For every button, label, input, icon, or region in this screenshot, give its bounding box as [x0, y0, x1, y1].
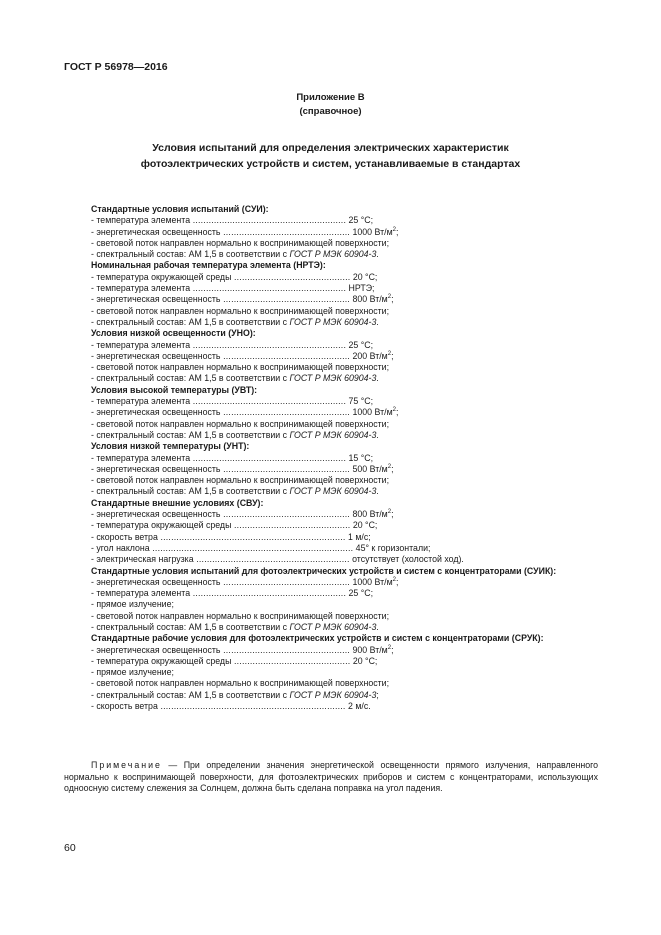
parameter-label: - угол наклона [91, 542, 150, 553]
spectrum-text: - спектральный состав: AM 1,5 в соответствии с [91, 621, 290, 632]
parameter-label: - энергетическая освещенность [91, 463, 221, 474]
condition-text: - световой поток направлен нормально к воспринимающей поверхности; [91, 678, 390, 689]
parameter-punctuation: ; [391, 644, 394, 655]
parameter-item [91, 543, 611, 554]
parameter-item [91, 453, 611, 464]
dot-leader: ................................................ [220, 226, 351, 237]
spectrum-suffix: . [376, 486, 379, 497]
dot-leader: ................................................ [220, 294, 351, 305]
parameter-value: 1000 Вт/м [350, 226, 393, 237]
spectrum-text: - спектральный состав: AM 1,5 в соответствии с [91, 316, 290, 327]
parameter-value: 75 °С; [346, 396, 374, 407]
parameter-item [91, 701, 611, 712]
dot-leader: ............................................ [231, 271, 351, 282]
dot-leader: .......................................................... [193, 554, 350, 565]
section-heading-text: Условия высокой температуры (УВТ): [91, 384, 258, 395]
appendix-subtitle: (справочное) [299, 106, 362, 117]
parameter-item [91, 294, 611, 305]
parameter-label: - скорость ветра [91, 531, 158, 542]
dot-leader: .......................................................... [190, 339, 347, 350]
unit-exponent: 2 [387, 350, 392, 357]
unit-exponent: 2 [392, 226, 396, 233]
dot-leader: ................................................ [220, 350, 351, 361]
parameter-label: - температура элемента [91, 339, 191, 350]
spectrum-suffix: ; [376, 689, 379, 700]
parameter-item [91, 464, 611, 475]
parameter-value: 800 Вт/м [350, 294, 388, 305]
standard-reference: ГОСТ Р МЭК 60904-3 [289, 689, 377, 700]
condition-text: - световой поток направлен нормально к воспринимающей поверхности; [91, 475, 390, 486]
parameter-item [91, 407, 611, 418]
parameter-value: 15 °С; [346, 452, 374, 463]
dot-leader: .......................................................... [190, 588, 347, 599]
parameter-value: отсутствует (холостой ход). [349, 554, 464, 565]
document-title-line-2: фотоэлектрических устройств и систем, устанавливаемые в стандартах [140, 158, 521, 170]
spectrum-suffix: . [376, 429, 379, 440]
parameter-label: - температура элемента [91, 452, 191, 463]
unit-exponent: 2 [392, 407, 396, 414]
standard-reference: ГОСТ Р МЭК 60904-3 [289, 373, 377, 384]
document-title-line-1: Условия испытаний для определения электрических характеристик [152, 142, 509, 154]
condition-item [91, 667, 611, 678]
dot-leader: .......................................................... [190, 215, 347, 226]
parameter-label: - температура окружающей среды [91, 655, 232, 666]
parameter-value: 2 м/с. [345, 701, 371, 712]
unit-exponent: 2 [387, 509, 392, 516]
test-conditions-list [91, 204, 611, 712]
parameter-item [91, 272, 611, 283]
parameter-item [91, 283, 611, 294]
unit-exponent: 2 [387, 644, 392, 651]
spectrum-text: - спектральный состав: AM 1,5 в соответствии с [91, 373, 290, 384]
parameter-value: 900 Вт/м [350, 644, 388, 655]
dot-leader: .......................................................... [190, 283, 347, 294]
parameter-item [91, 340, 611, 351]
parameter-value: 20 °С; [350, 520, 378, 531]
appendix-title: Приложение В [296, 92, 365, 103]
parameter-value: 1 м/с; [345, 531, 371, 542]
section-heading-text: Условия низкой температуры (УНТ): [91, 441, 250, 452]
parameter-item [91, 520, 611, 531]
condition-item [91, 599, 611, 610]
section-heading-text: Стандартные условия испытаний (СУИ): [91, 204, 269, 214]
dot-leader: ............................................ [231, 520, 351, 531]
parameter-value: 20 °С; [350, 271, 378, 282]
parameter-label: - температура элемента [91, 283, 191, 294]
section-heading [91, 328, 611, 339]
parameter-label: - энергетическая освещенность [91, 294, 221, 305]
spectrum-item [91, 317, 611, 328]
spectrum-text: - спектральный состав: AM 1,5 в соответствии с [91, 486, 290, 497]
unit-exponent: 2 [392, 576, 396, 583]
parameter-item [91, 227, 611, 238]
standard-reference: ГОСТ Р МЭК 60904-3 [289, 621, 377, 632]
standard-reference: ГОСТ Р МЭК 60904-3 [289, 249, 377, 260]
condition-text: - световой поток направлен нормально к воспринимающей поверхности; [91, 237, 390, 248]
parameter-item [91, 509, 611, 520]
dot-leader: ............................................ [231, 655, 351, 666]
parameter-label: - энергетическая освещенность [91, 644, 221, 655]
parameter-punctuation: ; [391, 509, 394, 520]
condition-item [91, 306, 611, 317]
spectrum-text: - спектральный состав: AM 1,5 в соответствии с [91, 429, 290, 440]
parameter-item [91, 577, 611, 588]
spectrum-item [91, 430, 611, 441]
parameter-value: 800 Вт/м [350, 509, 388, 520]
parameter-value: 25 °С; [346, 339, 374, 350]
section-heading-text: Стандартные условия испытаний для фотоэлектрических устройств и систем с концентраторами (СУИК): [91, 565, 557, 576]
parameter-label: - температура окружающей среды [91, 520, 232, 531]
section-heading [91, 566, 611, 577]
parameter-item [91, 396, 611, 407]
parameter-value: 45° к горизонтали; [353, 542, 431, 553]
parameter-punctuation: ; [395, 576, 399, 587]
parameter-label: - температура элемента [91, 396, 191, 407]
spectrum-item [91, 373, 611, 384]
parameter-label: - электрическая нагрузка [91, 554, 194, 565]
parameter-item [91, 554, 611, 565]
standard-reference: ГОСТ Р МЭК 60904-3 [289, 429, 377, 440]
section-heading [91, 204, 611, 215]
dot-leader: ................................................ [220, 509, 351, 520]
condition-text: - прямое излучение; [91, 599, 174, 610]
dot-leader: ...................................................................... [157, 531, 346, 542]
parameter-value: 20 °С; [350, 655, 378, 666]
parameter-item [91, 588, 611, 599]
spectrum-suffix: . [376, 621, 379, 632]
condition-text: - световой поток направлен нормально к воспринимающей поверхности; [91, 362, 390, 373]
section-heading-text: Стандартные рабочие условия для фотоэлектрических устройств и систем с концентраторами (СРУК): [91, 633, 544, 644]
section-heading-text: Стандартные внешние условиях (СВУ): [91, 497, 264, 508]
section-heading-text: Условия низкой освещенности (УНО): [91, 328, 256, 339]
section-heading [91, 385, 611, 396]
spectrum-item [91, 486, 611, 497]
spectrum-item [91, 690, 611, 701]
dot-leader: ................................................ [220, 576, 351, 587]
spectrum-item [91, 249, 611, 260]
note-dash: — [161, 760, 184, 770]
parameter-label: - энергетическая освещенность [91, 576, 221, 587]
condition-text: - световой поток направлен нормально к воспринимающей поверхности; [91, 305, 390, 316]
parameter-value: 1000 Вт/м [350, 576, 393, 587]
parameter-item [91, 645, 611, 656]
condition-item [91, 475, 611, 486]
condition-text: - прямое излучение; [91, 667, 174, 678]
parameter-label: - энергетическая освещенность [91, 509, 221, 520]
unit-exponent: 2 [387, 463, 392, 470]
parameter-value: 200 Вт/м [350, 350, 388, 361]
spectrum-item [91, 622, 611, 633]
section-heading [91, 498, 611, 509]
spectrum-suffix: . [376, 249, 379, 260]
parameter-label: - температура окружающей среды [91, 271, 232, 282]
note-text: При определении значения энергетической освещенности прямого излучения, направленного нормально к воспринимающей поверхности, для фотоэлектрических приборов и систем с концентраторами, использующих одноосную систему слежения за Солнцем, должна быть сделана поправка на угол падения. [64, 760, 598, 793]
note-paragraph [64, 760, 598, 795]
condition-item [91, 611, 611, 622]
parameter-label: - температура элемента [91, 215, 191, 226]
parameter-value: НРТЭ; [346, 283, 375, 294]
condition-item [91, 678, 611, 689]
spectrum-text: - спектральный состав: AM 1,5 в соответствии с [91, 249, 290, 260]
spectrum-suffix: . [376, 373, 379, 384]
parameter-item [91, 656, 611, 667]
condition-text: - световой поток направлен нормально к воспринимающей поверхности; [91, 610, 390, 621]
standard-reference: ГОСТ Р МЭК 60904-3 [289, 316, 377, 327]
condition-item [91, 419, 611, 430]
section-heading-text: Номинальная рабочая температура элемента (НРТЭ): [91, 260, 326, 271]
parameter-label: - температура элемента [91, 588, 191, 599]
standard-reference: ГОСТ Р МЭК 60904-3 [289, 486, 377, 497]
dot-leader: .......................................................... [190, 452, 347, 463]
parameter-punctuation: ; [391, 294, 394, 305]
section-heading [91, 441, 611, 452]
dot-leader: ...................................................................... [157, 701, 346, 712]
condition-item [91, 362, 611, 373]
dot-leader: ................................................ [220, 463, 351, 474]
standard-designation: ГОСТ Р 56978—2016 [64, 61, 168, 73]
parameter-value: 25 °С; [346, 588, 374, 599]
unit-exponent: 2 [387, 294, 392, 301]
section-heading [91, 260, 611, 271]
parameter-item [91, 215, 611, 226]
parameter-punctuation: ; [395, 226, 399, 237]
section-heading [91, 633, 611, 644]
parameter-label: - энергетическая освещенность [91, 407, 221, 418]
parameter-item [91, 532, 611, 543]
parameter-value: 1000 Вт/м [350, 407, 393, 418]
dot-leader: .......................................................... [190, 396, 347, 407]
parameter-item [91, 351, 611, 362]
parameter-label: - энергетическая освещенность [91, 350, 221, 361]
dot-leader: ............................................................................ [149, 542, 354, 553]
dot-leader: ................................................ [220, 644, 351, 655]
parameter-label: - энергетическая освещенность [91, 226, 221, 237]
parameter-punctuation: ; [395, 407, 399, 418]
condition-text: - световой поток направлен нормально к воспринимающей поверхности; [91, 418, 390, 429]
parameter-punctuation: ; [391, 463, 394, 474]
dot-leader: ................................................ [220, 407, 351, 418]
note-label: Примечание [91, 760, 162, 770]
parameter-value: 500 Вт/м [350, 463, 388, 474]
parameter-value: 25 °С; [346, 215, 374, 226]
condition-item [91, 238, 611, 249]
parameter-label: - скорость ветра [91, 701, 158, 712]
page-number: 60 [64, 842, 76, 854]
document-title [0, 140, 661, 172]
spectrum-suffix: . [376, 316, 379, 327]
spectrum-text: - спектральный состав: AM 1,5 в соответствии с [91, 689, 290, 700]
parameter-punctuation: ; [391, 350, 394, 361]
